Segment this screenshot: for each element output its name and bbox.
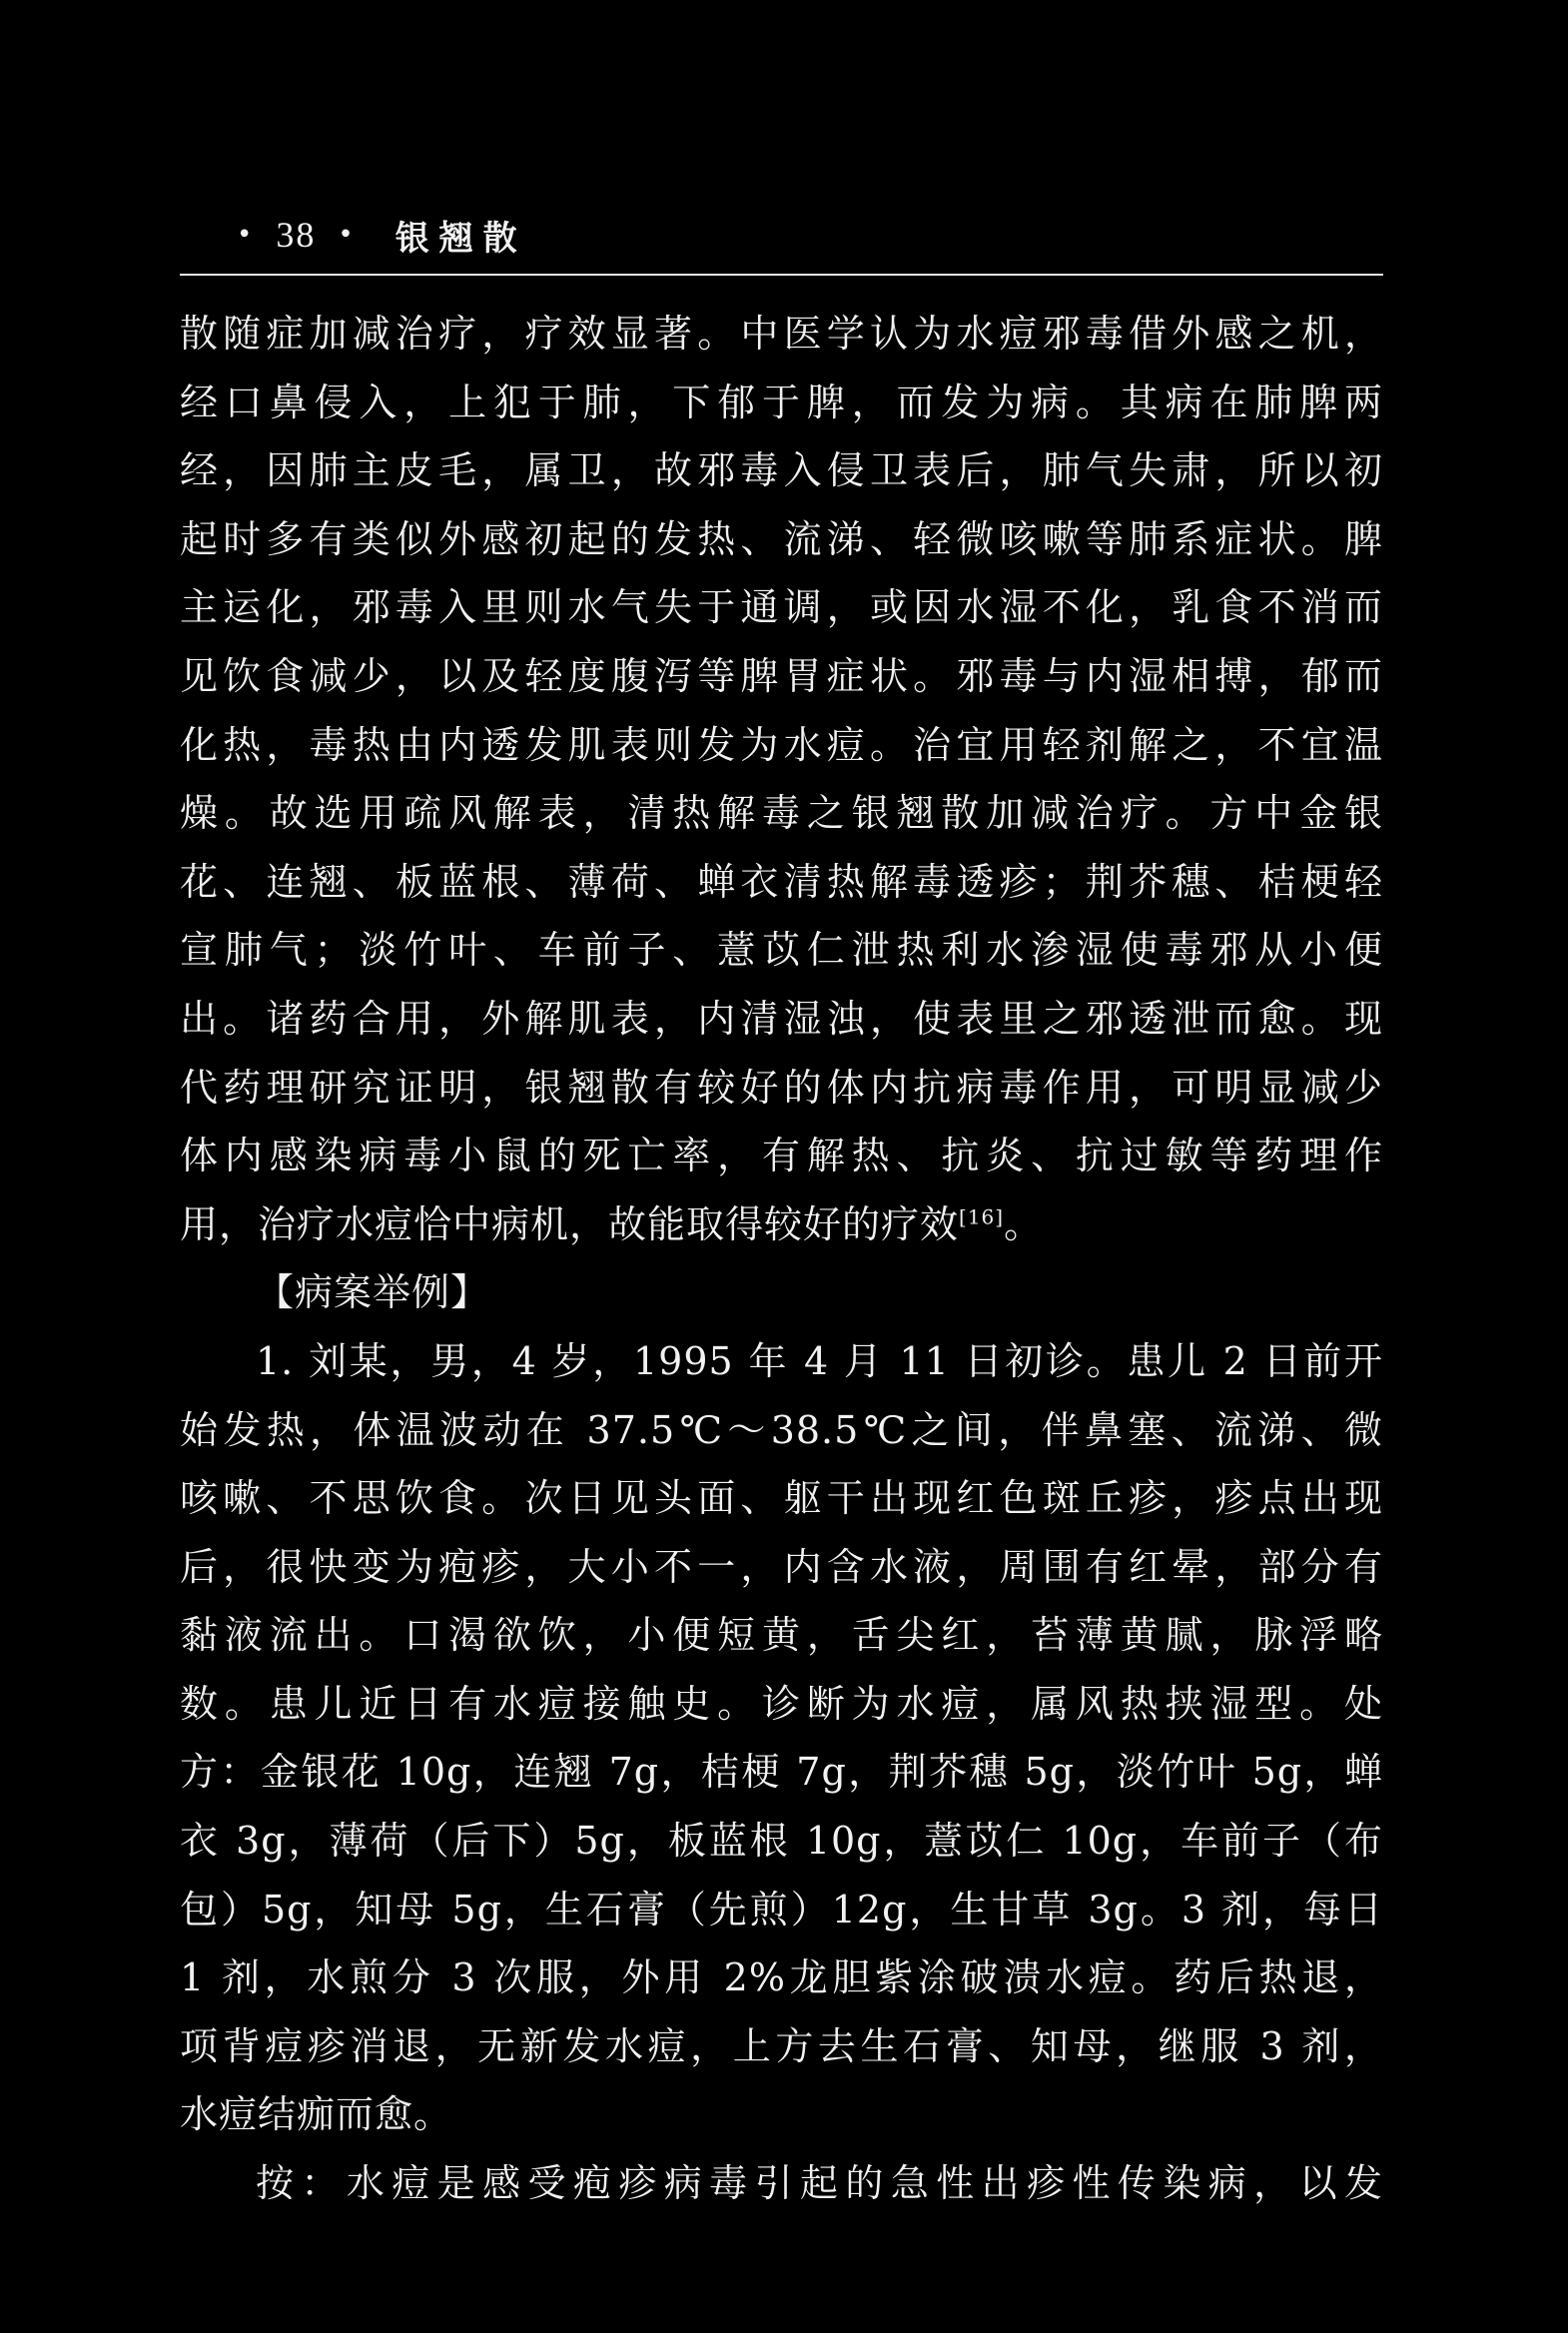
text-line: 主运化，邪毒入里则水气失于通调，或因水湿不化，乳食不消而 [180,585,1383,630]
text-line: 经，因肺主皮毛，属卫，故邪毒入侵卫表后，肺气失肃，所以初 [180,448,1383,493]
section-heading: 【病案举例】 [256,1270,490,1315]
running-title: 银翘散 [394,218,527,259]
page-header [215,210,1383,260]
text-line: 经口鼻侵入，上犯于肺，下郁于脾，而发为病。其病在肺脾两 [180,380,1383,424]
text-line: 见饮食减少，以及轻度腹泻等脾胃症状。邪毒与内湿相搏，郁而 [180,653,1383,698]
text-line: 代药理研究证明，银翘散有较好的体内抗病毒作用，可明显减少 [180,1065,1383,1110]
text-line: 宣肺气；淡竹叶、车前子、薏苡仁泄热利水渗湿使毒邪从小便 [180,928,1383,973]
text-line-part: 用，治疗水痘恰中病机，故能取得较好的疗效 [180,1201,960,1246]
text-line-with-citation [180,1190,1383,1259]
case-line: 后，很快变为疱疹，大小不一，内含水液，周围有红晕，部分有 [180,1544,1383,1589]
case-line: 咳嗽、不思饮食。次日见头面、躯干出现红色斑丘疹，疹点出现 [180,1476,1383,1521]
header-rule [180,274,1383,276]
case-line: 方：金银花 10g，连翘 7g，桔梗 7g，荆芥穗 5g，淡竹叶 5g，蝉 [180,1750,1383,1795]
body-text [180,300,1383,2218]
note-line: 按：水痘是感受疱疹病毒引起的急性出疹性传染病，以发 [256,2161,1383,2206]
page-number: 38 [276,215,317,255]
case-line: 1. 刘某，男，4 岁，1995 年 4 月 11 日初诊。患儿 2 日前开 [256,1338,1383,1383]
text-line: 花、连翘、板蓝根、薄荷、蝉衣清热解毒透疹；荆芥穗、桔梗轻 [180,859,1383,904]
case-line: 包）5g，知母 5g，生石膏（先煎）12g，生甘草 3g。3 剂，每日 [180,1887,1383,1932]
header-bullet-right: • [338,220,356,250]
text-line: 体内感染病毒小鼠的死亡率，有解热、抗炎、抗过敏等药理作 [180,1134,1383,1178]
text-line: 起时多有类似外感初起的发热、流涕、轻微咳嗽等肺系症状。脾 [180,516,1383,561]
text-line: 出。诸药合用，外解肌表，内清湿浊，使表里之邪透泄而愈。现 [180,996,1383,1041]
case-line: 项背痘疹消退，无新发水痘，上方去生石膏、知母，继服 3 剂， [180,2023,1383,2068]
case-line: 黏液流出。口渴欲饮，小便短黄，舌尖红，苔薄黄腻，脉浮略 [180,1613,1383,1658]
text-line-end: 。 [1004,1201,1044,1246]
text-line: 化热，毒热由内透发肌表则发为水痘。治宜用轻剂解之，不宜温 [180,722,1383,767]
case-line: 衣 3g，薄荷（后下）5g，板蓝根 10g，薏苡仁 10g，车前子（布 [180,1819,1383,1864]
text-line: 散随症加减治疗，疗效显著。中医学认为水痘邪毒借外感之机， [180,312,1383,356]
case-line: 数。患儿近日有水痘接触史。诊断为水痘，属风热挟湿型。处 [180,1681,1383,1726]
case-line: 水痘结痂而愈。 [180,2092,453,2137]
header-bullet-left: • [237,220,255,250]
text-line: 燥。故选用疏风解表，清热解毒之银翘散加减治疗。方中金银 [180,791,1383,836]
citation-ref: [16] [959,1204,1005,1229]
case-line: 始发热，体温波动在 37.5℃～38.5℃之间，伴鼻塞、流涕、微 [180,1407,1383,1452]
case-line: 1 剂，水煎分 3 次服，外用 2%龙胆紫涂破溃水痘。药后热退， [180,1955,1383,2000]
